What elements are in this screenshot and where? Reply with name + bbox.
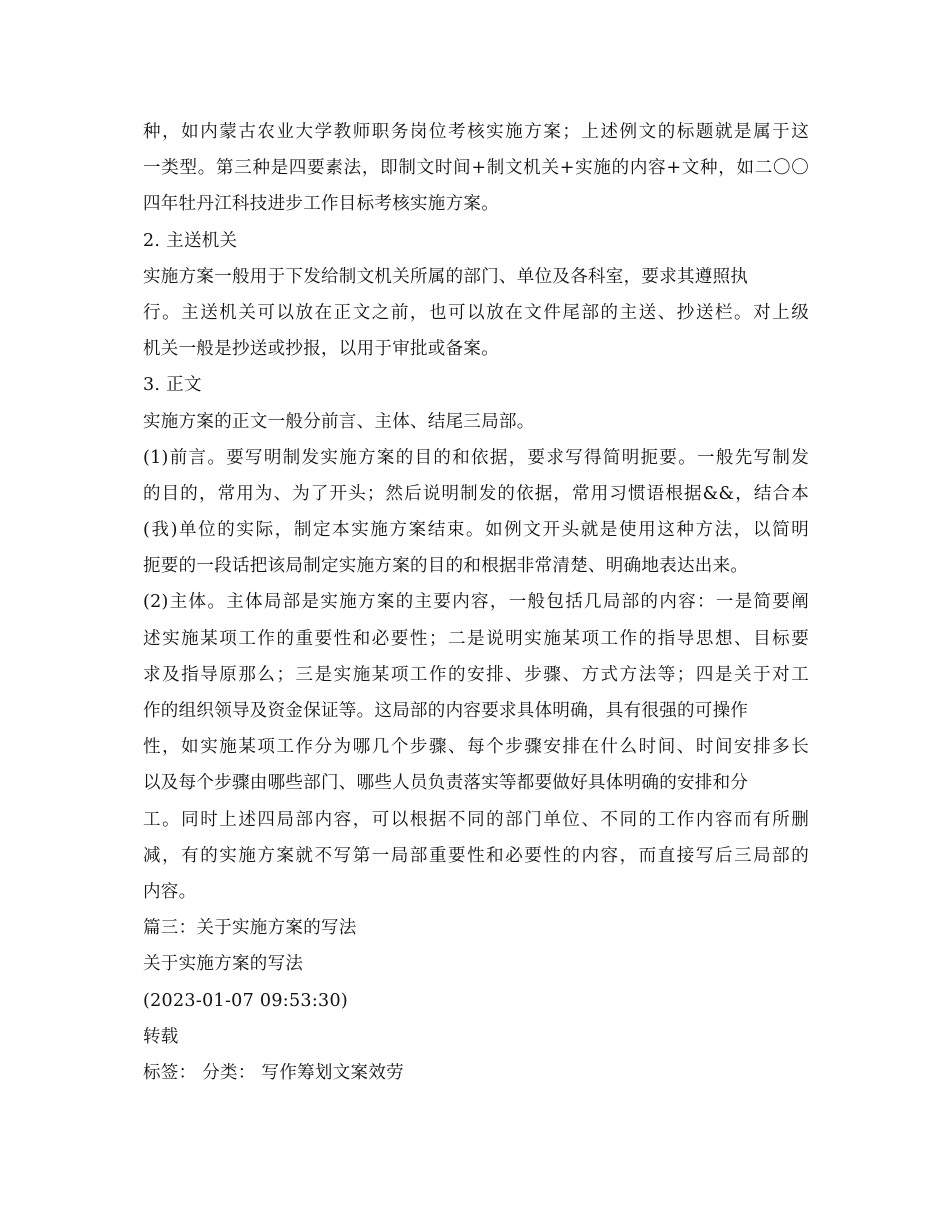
text-line: 2. 主送机关	[143, 230, 238, 251]
text-line: 求及指导原那么；三是实施某项工作的安排、步骤、方式方法等；四是关于对工	[143, 664, 809, 685]
text-line: (2)主体。主体局部是实施方案的主要内容，一般包括几局部的内容：一是简要阐	[143, 592, 809, 613]
text-line: 内容。	[143, 881, 197, 902]
text-line: 一类型。第三种是四要素法，即制文时间+制文机关+实施的内容+文种，如二〇〇	[143, 158, 809, 179]
text-line: (2023-01-07 09:53:30)	[143, 990, 349, 1011]
document-body	[143, 114, 809, 1091]
text-line: 的目的，常用为、为了开头；然后说明制发的依据，常用习惯语根据&&，结合本	[143, 483, 809, 504]
text-line: (我)单位的实际，制定本实施方案结束。如例文开头就是使用这种方法，以简明	[143, 520, 809, 541]
text-line: 减，有的实施方案就不写第一局部重要性和必要性的内容，而直接写后三局部的	[143, 845, 809, 866]
text-line: (1)前言。要写明制发实施方案的目的和依据，要求写得简明扼要。一般先写制发	[143, 447, 809, 468]
text-line: 篇三：关于实施方案的写法	[143, 918, 357, 939]
text-line: 实施方案一般用于下发给制文机关所属的部门、单位及各科室，要求其遵照执	[143, 266, 749, 287]
text-line: 行。主送机关可以放在正文之前，也可以放在文件尾部的主送、抄送栏。对上级	[143, 302, 809, 323]
text-line: 作的组织领导及资金保证等。这局部的内容要求具体明确，具有很强的可操作	[143, 701, 749, 721]
text-line: 扼要的一段话把该局制定实施方案的目的和根据非常清楚、明确地表达出来。	[143, 556, 749, 577]
text-line: 种，如内蒙古农业大学教师职务岗位考核实施方案；上述例文的标题就是属于这	[143, 122, 809, 142]
text-line: 工。同时上述四局部内容，可以根据不同的部门单位、不同的工作内容而有所删	[143, 809, 809, 830]
text-line: 机关一般是抄送或抄报，以用于审批或备案。	[143, 339, 499, 360]
text-line: 以及每个步骤由哪些部门、哪些人员负责落实等都要做好具体明确的安排和分	[143, 773, 749, 794]
text-line: 关于实施方案的写法	[143, 954, 304, 975]
text-line: 性，如实施某项工作分为哪几个步骤、每个步骤安排在什么时间、时间安排多长	[143, 737, 809, 758]
text-line: 标签： 分类： 写作筹划文案效劳	[143, 1062, 404, 1083]
text-line: 转载	[143, 1026, 179, 1047]
text-line: 述实施某项工作的重要性和必要性；二是说明实施某项工作的指导思想、目标要	[143, 628, 809, 649]
text-line: 3. 正文	[143, 375, 202, 396]
text-line: 四年牡丹江科技进步工作目标考核实施方案。	[143, 194, 499, 215]
text-line: 实施方案的正文一般分前言、主体、结尾三局部。	[143, 411, 535, 432]
